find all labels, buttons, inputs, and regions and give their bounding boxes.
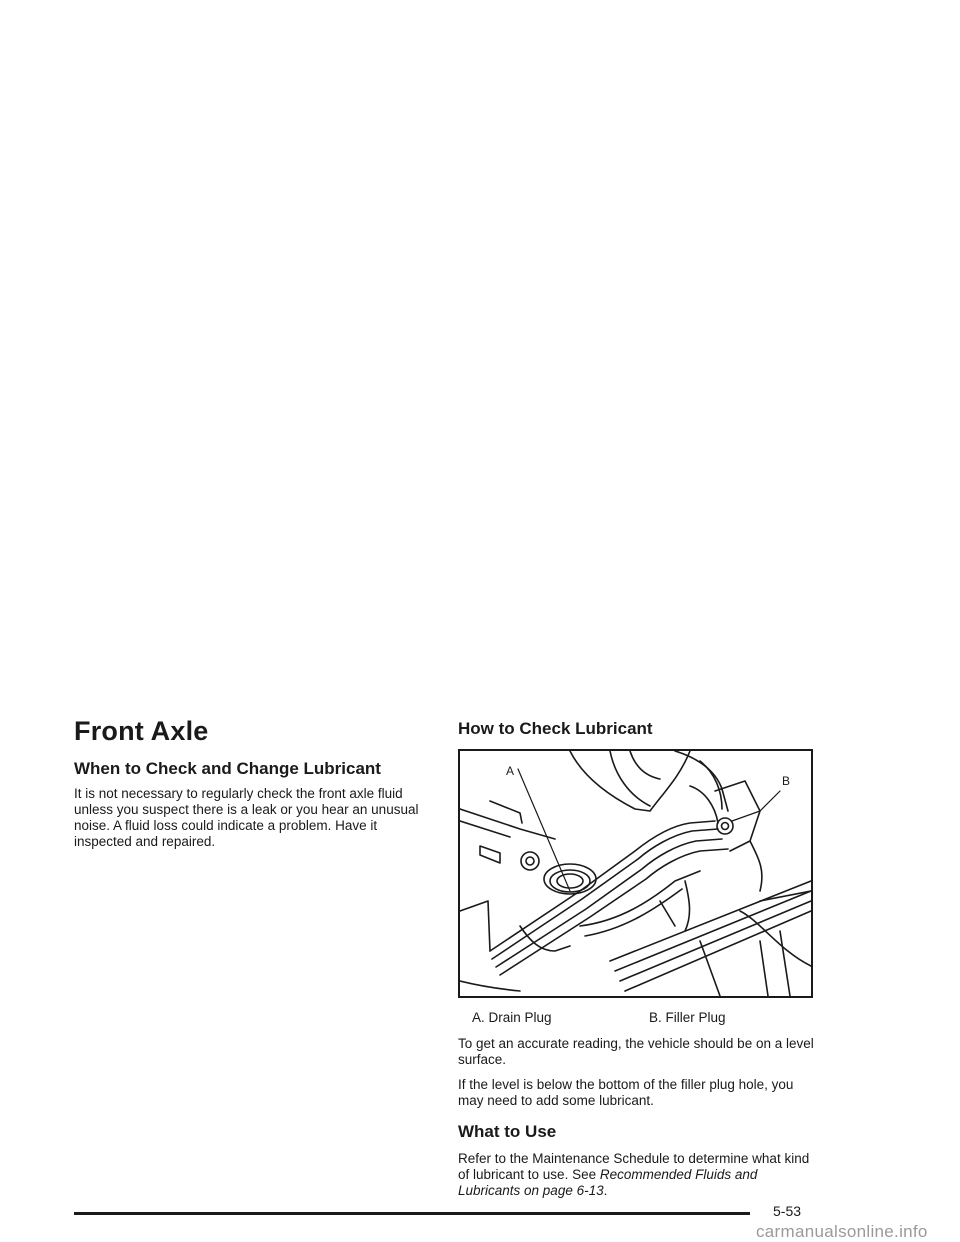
what-to-use-lead: Refer to the Maintenance Schedule to determine what kind of lubricant to use. See — [458, 1151, 810, 1182]
how-to-check-heading: How to Check Lubricant — [458, 719, 653, 738]
figure-label-a: A — [506, 764, 515, 778]
what-to-use-tail: . — [603, 1183, 608, 1198]
figure-label-b: B — [782, 774, 791, 788]
footer-rule — [74, 1212, 750, 1215]
caption-filler-plug: B. Filler Plug — [649, 1010, 726, 1025]
figure-captions — [458, 1010, 818, 1028]
level-below-text: If the level is below the bottom of the filler plug hole, you may need to add some lubricant. — [458, 1077, 794, 1108]
caption-drain-plug: A. Drain Plug — [472, 1010, 552, 1025]
left-column — [74, 714, 434, 850]
when-to-check-heading: When to Check and Change Lubricant — [74, 759, 381, 778]
watermark: carmanualsonline.info — [756, 1222, 928, 1241]
axle-drawing — [460, 751, 811, 996]
what-to-use-body — [458, 1151, 818, 1199]
right-column — [458, 718, 818, 1199]
axle-illustration — [458, 749, 813, 998]
section-title: Front Axle — [74, 716, 209, 746]
page-number: 5-53 — [773, 1203, 802, 1219]
when-to-check-body: It is not necessary to regularly check the front axle fluid unless you suspect there is a leak or you hear an unusual noise. A fluid loss could indicate a problem. Have it inspected and repaired. — [74, 786, 419, 849]
recommended-fluids-link[interactable]: Recommended Fluids and Lubricants on page 6-13 — [458, 1167, 758, 1198]
accurate-reading-text: To get an accurate reading, the vehicle should be on a level surface. — [458, 1036, 814, 1067]
what-to-use-heading: What to Use — [458, 1122, 557, 1141]
